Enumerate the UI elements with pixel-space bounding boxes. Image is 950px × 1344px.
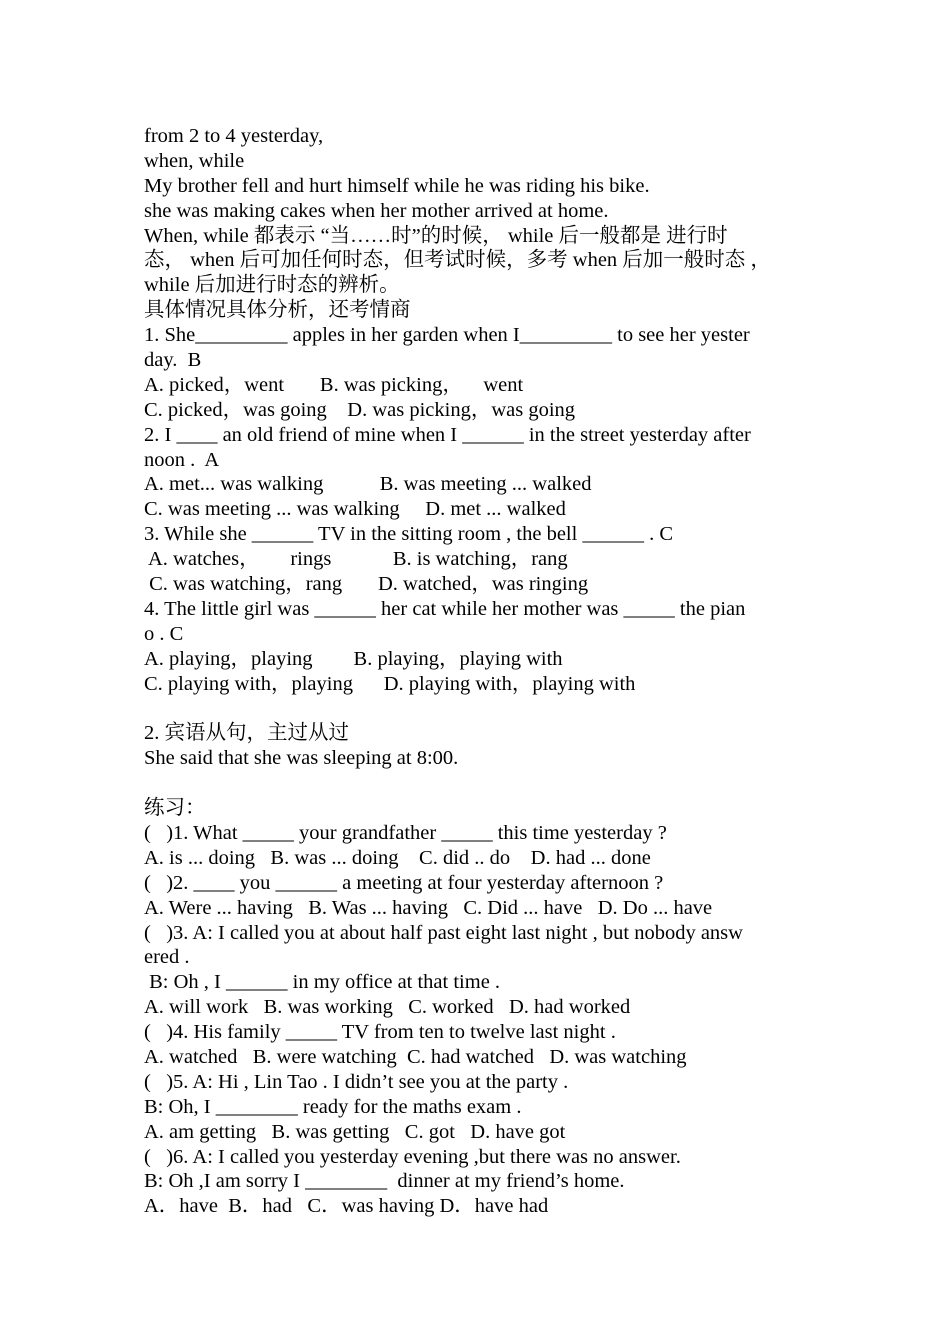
answer-options: A. picked，went B. was picking， went <box>144 373 524 396</box>
question-line: B: Oh ,I am sorry I ________ dinner at my friend’s home. <box>144 1170 625 1193</box>
question-line: o . C <box>144 622 184 645</box>
question-line: B: Oh, I ________ ready for the maths exam . <box>144 1095 522 1118</box>
document-page <box>144 124 824 1219</box>
text-line: she was making cakes when her mother arrived at home. <box>144 199 609 222</box>
answer-options: C. was watching，rang D. watched，was ringing <box>144 573 589 596</box>
text-line: 态， when 后可加任何时态，但考试时候，多考 when 后加一般时态 ， <box>144 249 771 272</box>
answer-options: A．have B．had C．was having D．have had <box>144 1195 549 1218</box>
section-heading: 练习： <box>144 797 206 820</box>
text-line: while 后加进行时态的辨析。 <box>144 274 400 297</box>
answer-options: A. will work B. was working C. worked D. had worked <box>144 996 631 1019</box>
text-line: When, while 都表示 “当……时”的时候， while 后一般都是 进行时 <box>144 224 728 247</box>
blank-line <box>144 696 824 721</box>
answer-options: A. watches， rings B. is watching，rang <box>144 548 568 571</box>
question-line: ( )6. A: I called you yesterday evening ,but there was no answer. <box>144 1145 681 1168</box>
answer-options: A. Were ... having B. Was ... having C. Did ... have D. Do ... have <box>144 896 713 919</box>
section-heading: 2. 宾语从句，主过从过 <box>144 722 349 745</box>
question-line: ( )2. ____ you ______ a meeting at four yesterday afternoon ? <box>144 871 664 894</box>
text-line: when, while <box>144 149 245 172</box>
answer-options: C. playing with，playing D. playing with，playing with <box>144 672 636 695</box>
question-line: day. B <box>144 349 202 372</box>
answer-options: A. met... was walking B. was meeting ... walked <box>144 473 592 496</box>
answer-options: C. picked，was going D. was picking，was going <box>144 398 576 421</box>
question-line: 3. While she ______ TV in the sitting room , the bell ______ . C <box>144 523 673 546</box>
answer-options: A. is ... doing B. was ... doing C. did .. do D. had ... done <box>144 846 651 869</box>
answer-options: A. watched B. were watching C. had watched D. was watching <box>144 1045 687 1068</box>
text-line: She said that she was sleeping at 8:00. <box>144 747 459 770</box>
text-line: from 2 to 4 yesterday, <box>144 125 324 147</box>
answer-options: A. am getting B. was getting C. got D. have got <box>144 1120 566 1143</box>
question-line: B: Oh , I ______ in my office at that time . <box>144 971 501 994</box>
question-line: ( )3. A: I called you at about half past eight last night , but nobody answ <box>144 921 743 944</box>
question-line: noon . A <box>144 448 220 471</box>
text-line: My brother fell and hurt himself while he was riding his bike. <box>144 174 650 197</box>
question-line: ( )5. A: Hi , Lin Tao . I didn’t see you at the party . <box>144 1070 569 1093</box>
question-line: ( )4. His family _____ TV from ten to twelve last night . <box>144 1021 616 1044</box>
section-heading: 具体情况具体分析，还考情商 <box>144 299 411 322</box>
question-line: 2. I ____ an old friend of mine when I ______ in the street yesterday after <box>144 423 751 446</box>
question-line: ered . <box>144 946 190 969</box>
answer-options: C. was meeting ... was walking D. met ... walked <box>144 498 566 521</box>
question-line: 4. The little girl was ______ her cat while her mother was _____ the pian <box>144 597 746 620</box>
question-line: 1. She_________ apples in her garden when I_________ to see her yester <box>144 324 750 347</box>
question-line: ( )1. What _____ your grandfather _____ this time yesterday ? <box>144 821 667 844</box>
answer-options: A. playing，playing B. playing，playing with <box>144 647 563 670</box>
blank-line <box>144 771 824 796</box>
